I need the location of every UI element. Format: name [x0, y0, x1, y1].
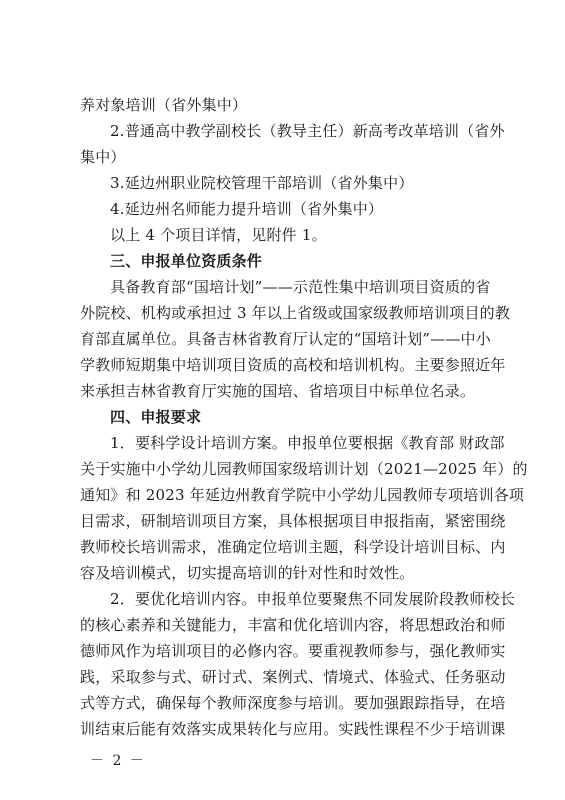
text-line: 训结束后能有效落实成果转化与应用。实践性课程不少于培训课: [80, 720, 506, 738]
text-line: 2.普通高中教学副校长（教导主任）新高考改革培训（省外: [110, 122, 505, 140]
text-line: 德师风作为培训项目的必修内容。要重视教师参与，强化教师实: [80, 642, 506, 660]
text-line: 来承担吉林省教育厅实施的国培、省培项目中标单位名录。: [80, 382, 476, 400]
section-heading: 四、申报要求: [110, 408, 202, 426]
text-line: 养对象培训（省外集中）: [80, 96, 248, 114]
text-line: 的核心素养和关键能力，丰富和优化培训内容，将思想政治和师: [80, 616, 506, 634]
text-line: 关于实施中小学幼儿园教师国家级培训计划（2021—2025 年）的: [80, 460, 528, 478]
page-number: － 2 －: [90, 753, 146, 769]
text-line: 3.延边州职业院校管理干部培训（省外集中）: [110, 174, 414, 192]
text-line: 4.延边州名师能力提升培训（省外集中）: [110, 200, 384, 218]
text-line: 目需求，研制培训项目方案，具体根据项目申报指南，紧密围绕: [80, 512, 506, 530]
text-line: 具备教育部“国培计划”——示范性集中培训项目资质的省: [110, 278, 491, 296]
text-line: 2．要优化培训内容。申报单位要聚焦不同发展阶段教师校长: [110, 590, 515, 608]
text-line: 式等方式，确保每个教师深度参与培训。要加强跟踪指导，在培: [80, 694, 506, 712]
text-line: 1．要科学设计培训方案。申报单位要根据《教育部 财政部: [110, 434, 505, 452]
text-line: 外院校、机构或承担过 3 年以上省级或国家级教师培训项目的教: [80, 304, 511, 322]
text-line: 践，采取参与式、研讨式、案例式、情境式、体验式、任务驱动: [80, 668, 506, 686]
text-line: 集中）: [80, 148, 126, 166]
text-line: 教师校长培训需求，准确定位培训主题，科学设计培训目标、内: [80, 538, 506, 556]
document-body: [80, 92, 528, 742]
text-line: 学教师短期集中培训项目资质的高校和培训机构。主要参照近年: [80, 356, 506, 374]
text-line: 容及培训模式，切实提高培训的针对性和时效性。: [80, 564, 415, 582]
text-line: 通知》和 2023 年延边州教育学院中小学幼儿园教师专项培训各项: [80, 486, 525, 504]
text-line: 育部直属单位。具备吉林省教育厅认定的“国培计划”——中小: [80, 330, 491, 348]
text-line: 以上 4 个项目详情，见附件 1。: [110, 226, 327, 244]
section-heading: 三、申报单位资质条件: [110, 252, 263, 270]
